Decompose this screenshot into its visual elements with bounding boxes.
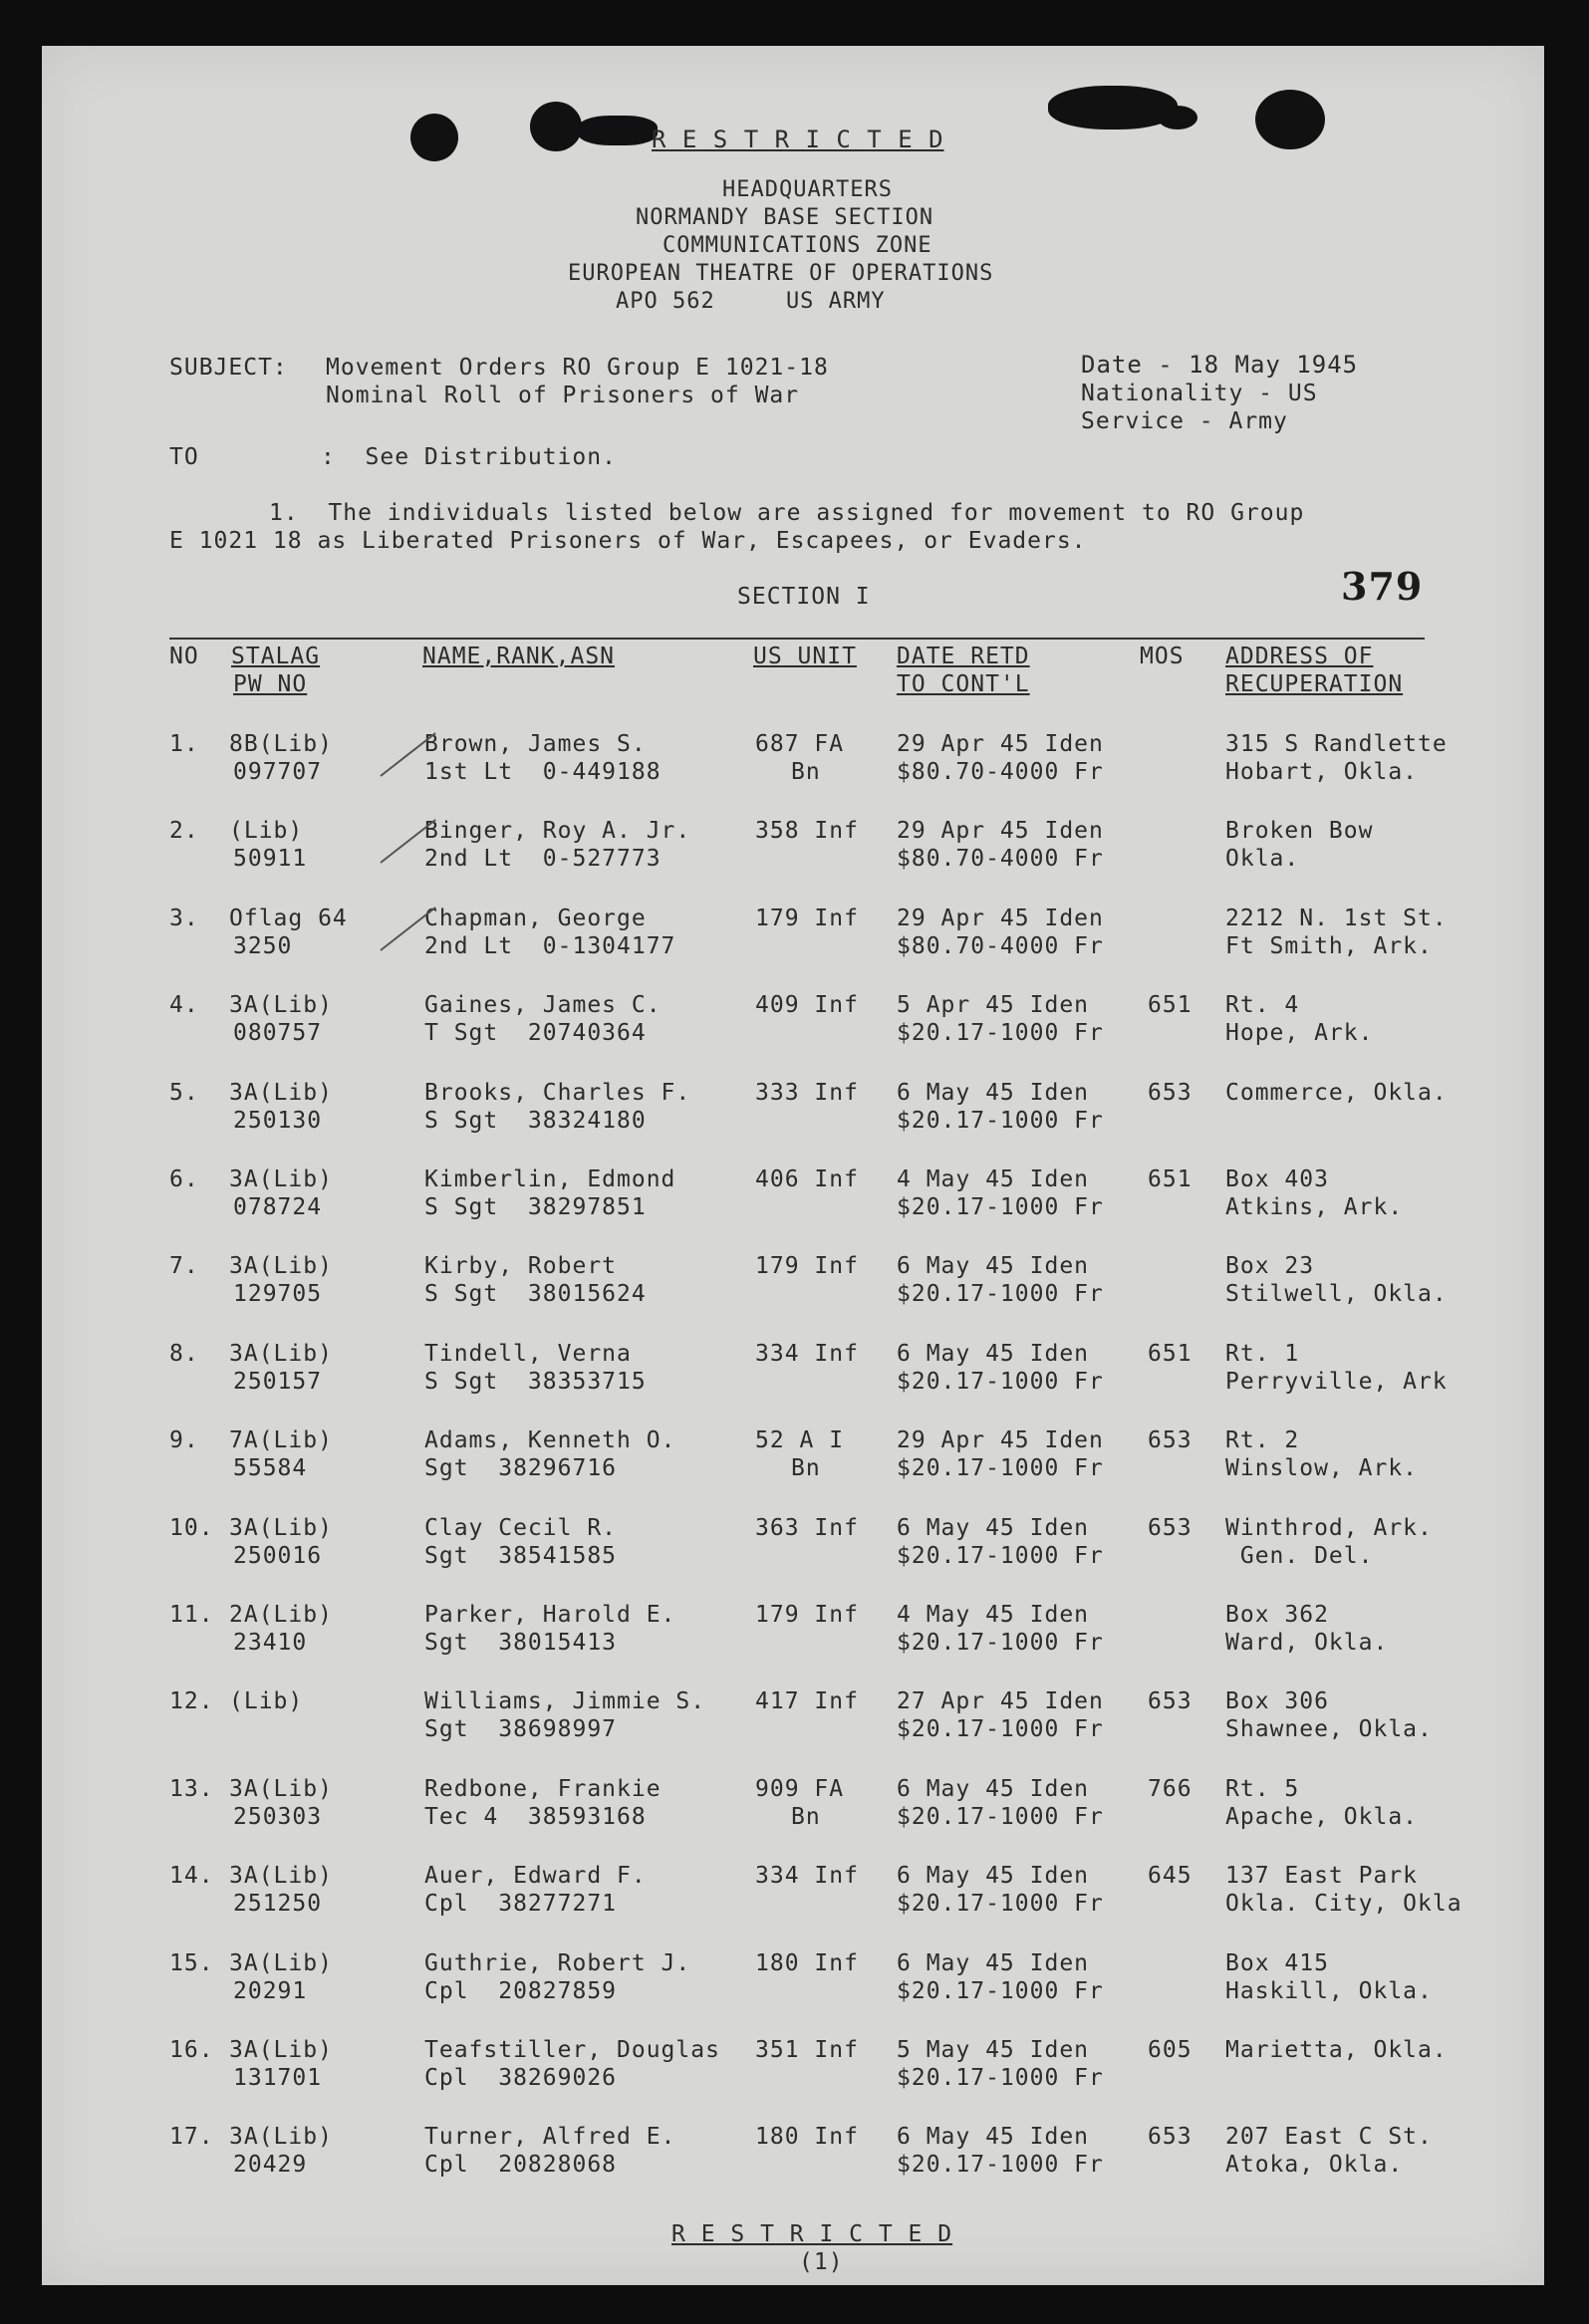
row-stalag: (Lib) bbox=[229, 1688, 304, 1715]
row-number: 10. bbox=[169, 1514, 214, 1541]
row-stalag: 3A(Lib) bbox=[229, 1166, 333, 1192]
row-unit-2: Bn bbox=[791, 1803, 821, 1830]
row-pw-number: 080757 bbox=[233, 1020, 323, 1047]
row-address-1: Box 306 bbox=[1225, 1688, 1329, 1715]
row-unit: 179 Inf bbox=[755, 904, 859, 931]
row-unit-2: Bn bbox=[791, 1455, 821, 1482]
punch-hole bbox=[410, 114, 458, 161]
col-address: ADDRESS OF bbox=[1225, 644, 1374, 669]
document-page bbox=[42, 46, 1544, 2285]
row-number: 12. bbox=[169, 1688, 214, 1715]
row-name: Brooks, Charles F. bbox=[424, 1079, 691, 1106]
row-address-2: Haskill, Okla. bbox=[1225, 1977, 1433, 2004]
row-address-1: Rt. 5 bbox=[1225, 1775, 1300, 1802]
row-address-1: Marietta, Okla. bbox=[1225, 2037, 1448, 2063]
col-stalag: STALAG bbox=[231, 644, 321, 669]
row-unit: 909 FA bbox=[755, 1775, 845, 1802]
row-rank-asn: Sgt 38698997 bbox=[424, 1716, 618, 1743]
row-unit: 52 A I bbox=[755, 1427, 845, 1454]
row-stalag: 3A(Lib) bbox=[229, 1253, 333, 1280]
row-mos: 653 bbox=[1148, 1079, 1192, 1106]
row-mos: 653 bbox=[1148, 2124, 1192, 2151]
row-pay: $20.17-1000 Fr bbox=[897, 1542, 1104, 1569]
row-address-2: Winslow, Ark. bbox=[1225, 1455, 1419, 1482]
row-pay: $20.17-1000 Fr bbox=[897, 2065, 1104, 2091]
row-rank-asn: Cpl 38277271 bbox=[424, 1891, 618, 1918]
row-date: 6 May 45 Iden bbox=[897, 1863, 1090, 1890]
row-mos: 645 bbox=[1148, 1863, 1192, 1890]
punch-hole bbox=[578, 116, 658, 145]
row-rank-asn: S Sgt 38353715 bbox=[424, 1368, 647, 1395]
row-number: 7. bbox=[169, 1253, 199, 1280]
row-rank-asn: Sgt 38015413 bbox=[424, 1630, 618, 1656]
row-number: 2. bbox=[169, 818, 199, 845]
col-mos: MOS bbox=[1140, 644, 1185, 669]
row-address-2: Perryville, Ark bbox=[1225, 1368, 1448, 1395]
nationality-field: Nationality - US bbox=[1081, 381, 1318, 406]
row-pw-number: 20291 bbox=[233, 1977, 308, 2004]
row-address-1: Rt. 2 bbox=[1225, 1427, 1300, 1454]
row-address-1: Rt. 4 bbox=[1225, 992, 1300, 1019]
header-rule bbox=[169, 638, 1425, 640]
row-address-1: 207 East C St. bbox=[1225, 2124, 1433, 2151]
subject-line-2: Nominal Roll of Prisoners of War bbox=[326, 383, 800, 408]
col-name: NAME,RANK,ASN bbox=[422, 644, 616, 669]
row-address-1: Broken Bow bbox=[1225, 818, 1374, 845]
row-address-1: Commerce, Okla. bbox=[1225, 1079, 1448, 1106]
page-stamp-number: 379 bbox=[1341, 564, 1424, 609]
row-date: 6 May 45 Iden bbox=[897, 1514, 1090, 1541]
row-number: 11. bbox=[169, 1602, 214, 1628]
row-mos: 651 bbox=[1148, 1166, 1192, 1192]
to-label: TO bbox=[169, 444, 199, 470]
row-address-1: 315 S Randlette bbox=[1225, 731, 1448, 757]
row-name: Auer, Edward F. bbox=[424, 1863, 647, 1890]
row-unit: 351 Inf bbox=[755, 2037, 859, 2063]
row-pay: $20.17-1000 Fr bbox=[897, 1977, 1104, 2004]
row-rank-asn: Sgt 38541585 bbox=[424, 1542, 618, 1569]
row-rank-asn: S Sgt 38015624 bbox=[424, 1281, 647, 1308]
row-pay: $20.17-1000 Fr bbox=[897, 1194, 1104, 1220]
row-name: Kirby, Robert bbox=[424, 1253, 618, 1280]
row-number: 15. bbox=[169, 1949, 214, 1976]
row-number: 14. bbox=[169, 1863, 214, 1890]
row-date: 27 Apr 45 Iden bbox=[897, 1688, 1104, 1715]
row-pay: $20.17-1000 Fr bbox=[897, 1107, 1104, 1134]
punch-hole bbox=[530, 102, 582, 151]
row-rank-asn: S Sgt 38297851 bbox=[424, 1194, 647, 1220]
row-pw-number: 078724 bbox=[233, 1194, 323, 1220]
row-rank-asn: 2nd Lt 0-1304177 bbox=[424, 932, 676, 959]
row-pw-number: 129705 bbox=[233, 1281, 323, 1308]
row-pw-number: 250130 bbox=[233, 1107, 323, 1134]
row-pay: $20.17-1000 Fr bbox=[897, 2152, 1104, 2179]
row-mos: 651 bbox=[1148, 992, 1192, 1019]
row-address-1: Box 23 bbox=[1225, 1253, 1315, 1280]
row-stalag: 3A(Lib) bbox=[229, 1514, 333, 1541]
row-pay: $20.17-1000 Fr bbox=[897, 1281, 1104, 1308]
row-name: Kimberlin, Edmond bbox=[424, 1166, 676, 1192]
row-name: Guthrie, Robert J. bbox=[424, 1949, 691, 1976]
subject-label: SUBJECT: bbox=[169, 355, 288, 381]
row-pw-number: 23410 bbox=[233, 1630, 308, 1656]
row-number: 9. bbox=[169, 1427, 199, 1454]
row-name: Gaines, James C. bbox=[424, 992, 662, 1019]
row-pw-number: 50911 bbox=[233, 846, 308, 873]
row-pay: $80.70-4000 Fr bbox=[897, 932, 1104, 959]
row-date: 29 Apr 45 Iden bbox=[897, 731, 1104, 757]
row-name: Adams, Kenneth O. bbox=[424, 1427, 676, 1454]
row-rank-asn: Cpl 20827859 bbox=[424, 1977, 618, 2004]
row-unit: 687 FA bbox=[755, 731, 845, 757]
row-address-2: Okla. City, Okla bbox=[1225, 1891, 1462, 1918]
row-address-2: Atoka, Okla. bbox=[1225, 2152, 1404, 2179]
row-rank-asn: Sgt 38296716 bbox=[424, 1455, 618, 1482]
row-address-1: 137 East Park bbox=[1225, 1863, 1419, 1890]
row-pw-number: 251250 bbox=[233, 1891, 323, 1918]
row-unit: 334 Inf bbox=[755, 1863, 859, 1890]
header-line-5: APO 562 US ARMY bbox=[616, 289, 886, 314]
date-field: Date - 18 May 1945 bbox=[1081, 351, 1359, 379]
row-stalag: 2A(Lib) bbox=[229, 1602, 333, 1628]
row-rank-asn: Tec 4 38593168 bbox=[424, 1803, 647, 1830]
row-address-2: Hope, Ark. bbox=[1225, 1020, 1374, 1047]
row-rank-asn: 1st Lt 0-449188 bbox=[424, 759, 662, 785]
row-rank-asn: 2nd Lt 0-527773 bbox=[424, 846, 662, 873]
row-name: Tindell, Verna bbox=[424, 1340, 632, 1367]
row-stalag: 3A(Lib) bbox=[229, 1775, 333, 1802]
col-date-2: TO CONT'L bbox=[897, 671, 1030, 697]
row-stalag: 3A(Lib) bbox=[229, 1863, 333, 1890]
row-number: 4. bbox=[169, 992, 199, 1019]
subject-line-1: Movement Orders RO Group E 1021-18 bbox=[326, 355, 829, 381]
row-unit: 417 Inf bbox=[755, 1688, 859, 1715]
page-number: (1) bbox=[799, 2249, 844, 2275]
row-stalag: 8B(Lib) bbox=[229, 731, 333, 757]
row-address-2: Okla. bbox=[1225, 846, 1300, 873]
row-stalag: 3A(Lib) bbox=[229, 2124, 333, 2151]
row-stalag: 3A(Lib) bbox=[229, 2037, 333, 2063]
row-address-2: Atkins, Ark. bbox=[1225, 1194, 1404, 1220]
row-address-2: Stilwell, Okla. bbox=[1225, 1281, 1448, 1308]
row-date: 6 May 45 Iden bbox=[897, 1340, 1090, 1367]
row-pay: $80.70-4000 Fr bbox=[897, 759, 1104, 785]
row-rank-asn: T Sgt 20740364 bbox=[424, 1020, 647, 1047]
row-address-2: Ward, Okla. bbox=[1225, 1630, 1389, 1656]
header-line-4: EUROPEAN THEATRE OF OPERATIONS bbox=[568, 261, 994, 286]
row-unit-2: Bn bbox=[791, 759, 821, 785]
row-date: 6 May 45 Iden bbox=[897, 1949, 1090, 1976]
row-address-1: Box 403 bbox=[1225, 1166, 1329, 1192]
row-mos: 766 bbox=[1148, 1775, 1192, 1802]
row-unit: 406 Inf bbox=[755, 1166, 859, 1192]
header-line-1: HEADQUARTERS bbox=[722, 177, 893, 202]
row-address-2: Ft Smith, Ark. bbox=[1225, 932, 1433, 959]
row-date: 4 May 45 Iden bbox=[897, 1166, 1090, 1192]
row-unit: 179 Inf bbox=[755, 1253, 859, 1280]
row-address-2: Gen. Del. bbox=[1225, 1542, 1374, 1569]
row-pay: $20.17-1000 Fr bbox=[897, 1630, 1104, 1656]
to-value: : See Distribution. bbox=[321, 444, 617, 470]
row-name: Williams, Jimmie S. bbox=[424, 1688, 706, 1715]
row-mos: 653 bbox=[1148, 1427, 1192, 1454]
row-mos: 653 bbox=[1148, 1514, 1192, 1541]
col-unit: US UNIT bbox=[753, 644, 857, 669]
row-name: Binger, Roy A. Jr. bbox=[424, 818, 691, 845]
paragraph-line-1: 1. The individuals listed below are assigned for movement to RO Group bbox=[269, 500, 1305, 526]
col-pw-no: PW NO bbox=[233, 671, 308, 697]
row-stalag: Oflag 64 bbox=[229, 904, 348, 931]
row-name: Redbone, Frankie bbox=[424, 1775, 662, 1802]
row-pay: $20.17-1000 Fr bbox=[897, 1803, 1104, 1830]
col-no: NO bbox=[169, 644, 199, 669]
row-address-1: Rt. 1 bbox=[1225, 1340, 1300, 1367]
section-title: SECTION I bbox=[737, 584, 871, 610]
row-mos: 651 bbox=[1148, 1340, 1192, 1367]
row-number: 8. bbox=[169, 1340, 199, 1367]
row-stalag: 7A(Lib) bbox=[229, 1427, 333, 1454]
row-stalag: 3A(Lib) bbox=[229, 992, 333, 1019]
row-pay: $20.17-1000 Fr bbox=[897, 1368, 1104, 1395]
row-name: Parker, Harold E. bbox=[424, 1602, 676, 1628]
row-name: Brown, James S. bbox=[424, 731, 647, 757]
row-rank-asn: S Sgt 38324180 bbox=[424, 1107, 647, 1134]
restricted-stamp-top: R E S T R I C T E D bbox=[652, 126, 944, 153]
row-date: 5 May 45 Iden bbox=[897, 2037, 1090, 2063]
row-pay: $20.17-1000 Fr bbox=[897, 1020, 1104, 1047]
row-address-1: 2212 N. 1st St. bbox=[1225, 904, 1448, 931]
punch-hole bbox=[1048, 86, 1178, 129]
row-stalag: 3A(Lib) bbox=[229, 1340, 333, 1367]
row-pw-number: 097707 bbox=[233, 759, 323, 785]
row-pw-number: 250157 bbox=[233, 1368, 323, 1395]
row-address-2: Hobart, Okla. bbox=[1225, 759, 1419, 785]
row-date: 29 Apr 45 Iden bbox=[897, 818, 1104, 845]
row-number: 13. bbox=[169, 1775, 214, 1802]
row-name: Clay Cecil R. bbox=[424, 1514, 618, 1541]
row-mos: 605 bbox=[1148, 2037, 1192, 2063]
restricted-stamp-bottom: R E S T R I C T E D bbox=[671, 2221, 953, 2247]
punch-hole bbox=[1158, 106, 1197, 129]
row-stalag: (Lib) bbox=[229, 818, 304, 845]
row-unit: 333 Inf bbox=[755, 1079, 859, 1106]
row-date: 6 May 45 Iden bbox=[897, 2124, 1090, 2151]
paragraph-line-2: E 1021 18 as Liberated Prisoners of War, Escapees, or Evaders. bbox=[169, 528, 1087, 554]
row-name: Turner, Alfred E. bbox=[424, 2124, 676, 2151]
row-mos: 653 bbox=[1148, 1688, 1192, 1715]
row-pw-number: 3250 bbox=[233, 932, 293, 959]
col-date: DATE RETD bbox=[897, 644, 1030, 669]
row-address-2: Shawnee, Okla. bbox=[1225, 1716, 1433, 1743]
row-pw-number: 131701 bbox=[233, 2065, 323, 2091]
row-date: 4 May 45 Iden bbox=[897, 1602, 1090, 1628]
row-pw-number: 250303 bbox=[233, 1803, 323, 1830]
row-unit: 409 Inf bbox=[755, 992, 859, 1019]
row-number: 5. bbox=[169, 1079, 199, 1106]
row-pay: $20.17-1000 Fr bbox=[897, 1716, 1104, 1743]
row-pay: $20.17-1000 Fr bbox=[897, 1891, 1104, 1918]
row-unit: 180 Inf bbox=[755, 1949, 859, 1976]
header-line-2: NORMANDY BASE SECTION bbox=[636, 205, 934, 230]
row-date: 5 Apr 45 Iden bbox=[897, 992, 1090, 1019]
row-address-2: Apache, Okla. bbox=[1225, 1803, 1419, 1830]
col-address-2: RECUPERATION bbox=[1225, 671, 1404, 697]
row-number: 3. bbox=[169, 904, 199, 931]
row-pw-number: 250016 bbox=[233, 1542, 323, 1569]
row-stalag: 3A(Lib) bbox=[229, 1949, 333, 1976]
row-pw-number: 20429 bbox=[233, 2152, 308, 2179]
service-field: Service - Army bbox=[1081, 408, 1288, 434]
row-name: Chapman, George bbox=[424, 904, 647, 931]
row-unit: 180 Inf bbox=[755, 2124, 859, 2151]
row-unit: 363 Inf bbox=[755, 1514, 859, 1541]
row-unit: 358 Inf bbox=[755, 818, 859, 845]
row-pay: $20.17-1000 Fr bbox=[897, 1455, 1104, 1482]
row-address-1: Winthrod, Ark. bbox=[1225, 1514, 1433, 1541]
punch-hole bbox=[1255, 90, 1325, 149]
row-name: Teafstiller, Douglas bbox=[424, 2037, 720, 2063]
row-date: 29 Apr 45 Iden bbox=[897, 1427, 1104, 1454]
row-date: 6 May 45 Iden bbox=[897, 1079, 1090, 1106]
row-rank-asn: Cpl 20828068 bbox=[424, 2152, 618, 2179]
header-line-3: COMMUNICATIONS ZONE bbox=[662, 233, 932, 258]
row-number: 17. bbox=[169, 2124, 214, 2151]
row-date: 29 Apr 45 Iden bbox=[897, 904, 1104, 931]
row-unit: 179 Inf bbox=[755, 1602, 859, 1628]
row-pw-number: 55584 bbox=[233, 1455, 308, 1482]
row-stalag: 3A(Lib) bbox=[229, 1079, 333, 1106]
row-rank-asn: Cpl 38269026 bbox=[424, 2065, 618, 2091]
row-date: 6 May 45 Iden bbox=[897, 1253, 1090, 1280]
row-date: 6 May 45 Iden bbox=[897, 1775, 1090, 1802]
row-number: 6. bbox=[169, 1166, 199, 1192]
row-number: 1. bbox=[169, 731, 199, 757]
row-pay: $80.70-4000 Fr bbox=[897, 846, 1104, 873]
row-unit: 334 Inf bbox=[755, 1340, 859, 1367]
row-number: 16. bbox=[169, 2037, 214, 2063]
row-address-1: Box 415 bbox=[1225, 1949, 1329, 1976]
row-address-1: Box 362 bbox=[1225, 1602, 1329, 1628]
